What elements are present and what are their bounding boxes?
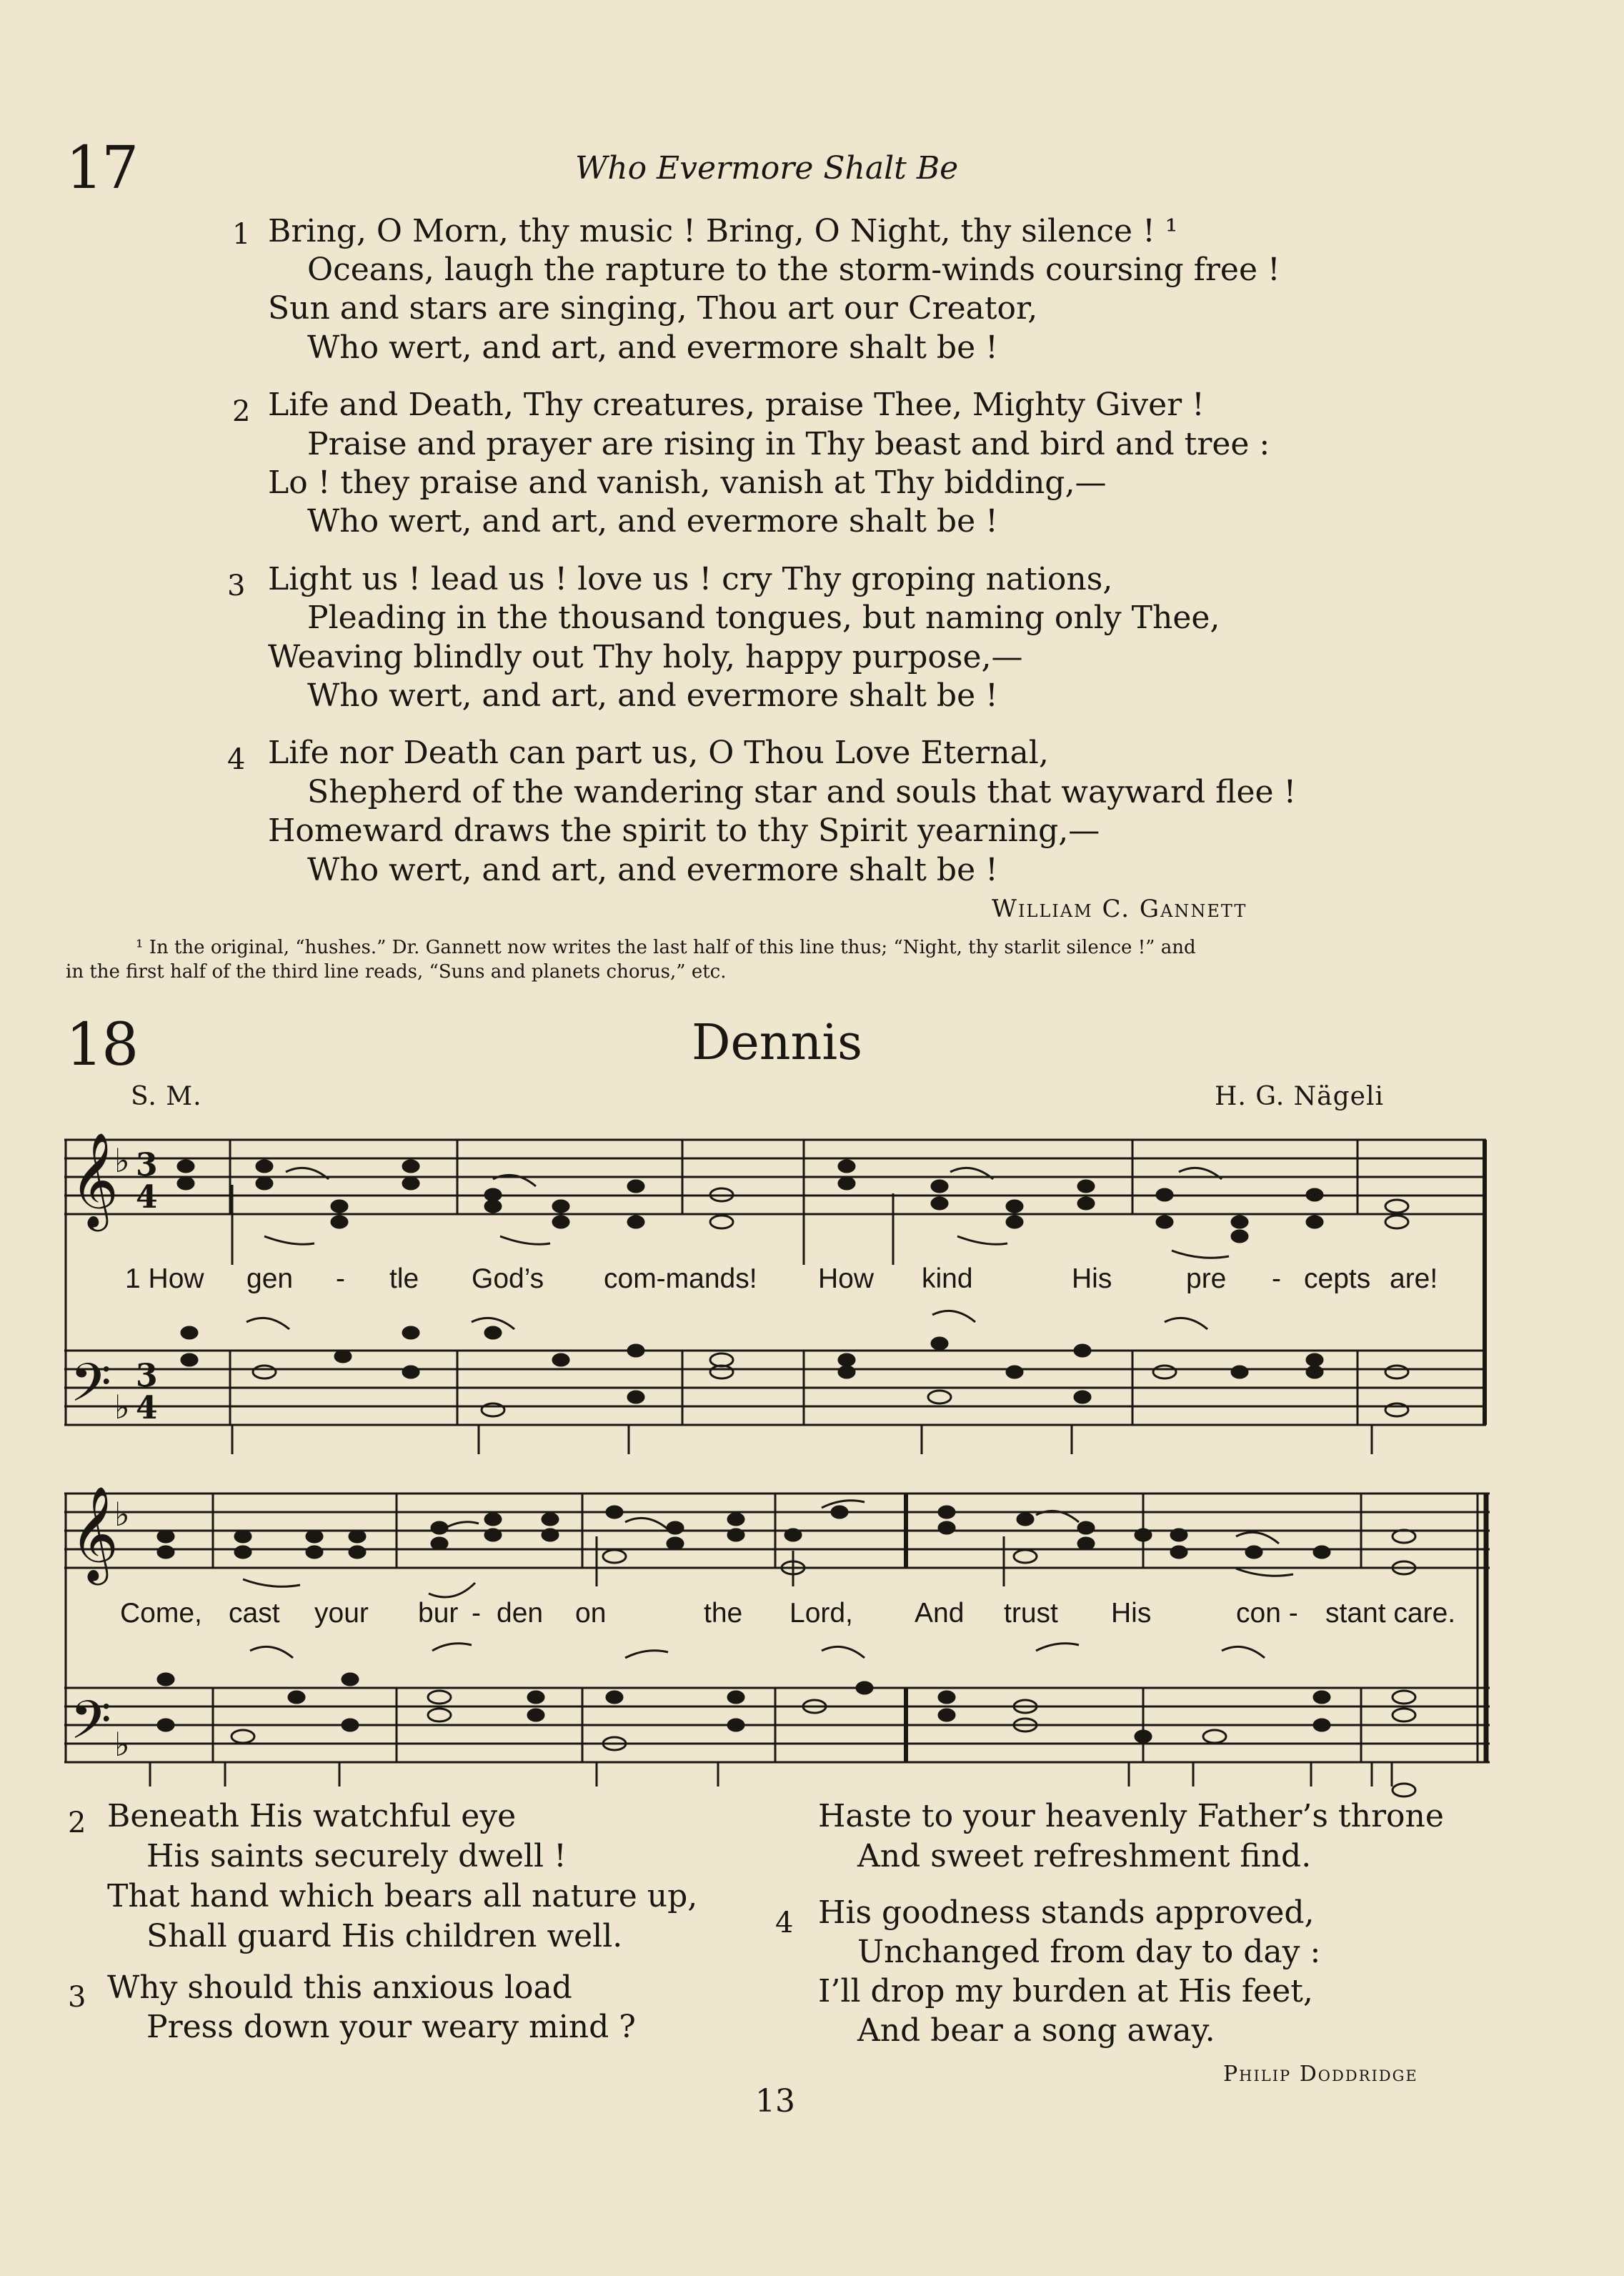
- lyric-syllable: And: [915, 1598, 965, 1629]
- verse-line: Who wert, and art, and evermore shalt be !: [307, 677, 998, 714]
- verse-number: 4: [227, 743, 246, 776]
- footnote-line: in the first half of the third line reads, “Suns and planets chorus,” etc.: [66, 961, 727, 983]
- lyric-syllable: trust: [1004, 1598, 1058, 1629]
- verse-line: Homeward draws the spirit to thy Spirit yearning,—: [268, 812, 1100, 849]
- verse-line: Shepherd of the wandering star and souls that wayward flee !: [307, 774, 1297, 810]
- flat-icon: ♭: [114, 1725, 130, 1764]
- time-signature: 3: [136, 1358, 158, 1394]
- treble-staff: [64, 1494, 1490, 1568]
- time-signature: 4: [136, 1179, 158, 1216]
- treble-clef-icon: 𝄞: [70, 1486, 119, 1581]
- verse-line: Who wert, and art, and evermore shalt be !: [307, 852, 998, 888]
- lyric-syllable: cast: [229, 1598, 280, 1629]
- tune-name: Dennis: [692, 1015, 862, 1071]
- lyric-syllable: den: [497, 1598, 544, 1629]
- lyric-syllable: bur: [418, 1598, 459, 1629]
- treble-clef-icon: 𝄞: [70, 1132, 119, 1228]
- hymn-author: Philip Doddridge: [1223, 2062, 1418, 2087]
- verse-line: That hand which bears all nature up,: [107, 1878, 698, 1914]
- treble-staff: [64, 1140, 1486, 1214]
- verse-line: Who wert, and art, and evermore shalt be !: [307, 329, 998, 366]
- hymn-number: 17: [66, 134, 138, 202]
- verse-line: Pleading in the thousand tongues, but naming only Thee,: [307, 600, 1220, 636]
- time-signature: 4: [136, 1390, 158, 1426]
- time-signature: 3: [136, 1147, 158, 1183]
- lyric-syllable: Lord,: [789, 1598, 853, 1629]
- lyric-syllable: gen: [246, 1263, 294, 1294]
- composer: H. G. Nägeli: [1215, 1082, 1384, 1111]
- verse-line: Press down your weary mind ?: [146, 2009, 636, 2045]
- verse-line: Praise and prayer are rising in Thy beast and bird and tree :: [307, 426, 1270, 462]
- hymn-number: 18: [66, 1011, 138, 1079]
- lyric-syllable: His: [1111, 1598, 1152, 1629]
- lyric-syllable: cepts: [1304, 1263, 1371, 1294]
- lyric-syllable: tle: [389, 1263, 419, 1294]
- verse-line: His goodness stands approved,: [818, 1894, 1315, 1931]
- hymn-title: Who Evermore Shalt Be: [575, 150, 959, 187]
- verse-line: And bear a song away.: [857, 2012, 1215, 2049]
- verse-line: Sun and stars are singing, Thou art our Creator,: [268, 290, 1038, 327]
- verse-number: 2: [68, 1807, 86, 1839]
- music-system-2: [0, 1465, 1624, 1822]
- hymn-author: William C. Gannett: [992, 895, 1247, 923]
- verse-line: His saints securely dwell !: [146, 1838, 567, 1874]
- verse-line: Bring, O Morn, thy music ! Bring, O Night, thy silence ! ¹: [268, 213, 1178, 249]
- verse-line: Life nor Death can part us, O Thou Love Eternal,: [268, 735, 1049, 771]
- verse-line: Weaving blindly out Thy holy, happy purpose,—: [268, 639, 1023, 675]
- music-system-1: [0, 1129, 1624, 1472]
- lyrics-1: [125, 1263, 1438, 1294]
- bass-staff: [64, 1351, 1486, 1425]
- lyric-syllable: His: [1072, 1263, 1112, 1294]
- lyric-syllable: com-mands!: [604, 1263, 757, 1294]
- bass-clef-icon: 𝄢: [70, 1689, 111, 1764]
- verse-line: Who wert, and art, and evermore shalt be !: [307, 503, 998, 540]
- verse-number: 2: [232, 395, 251, 428]
- lyric-syllable: are!: [1390, 1263, 1438, 1294]
- verse-number: 3: [227, 570, 246, 602]
- verse-line: Why should this anxious load: [107, 1969, 572, 2006]
- page-number: 13: [755, 2083, 795, 2120]
- lyric-syllable: -: [472, 1598, 481, 1629]
- lyric-syllable: con -: [1236, 1598, 1298, 1629]
- lyric-syllable: -: [336, 1263, 345, 1294]
- flat-icon: ♭: [114, 1495, 130, 1534]
- footnote-line: ¹ In the original, “hushes.” Dr. Gannett now writes the last half of this line thus; “Night, thy starlit silence !” and: [136, 937, 1196, 958]
- verse-line: Shall guard His children well.: [146, 1918, 623, 1954]
- verse-line: Haste to your heavenly Father’s throne: [818, 1798, 1444, 1834]
- lyric-syllable: kind: [922, 1263, 973, 1294]
- lyric-syllable: 1 How: [125, 1263, 204, 1294]
- lyric-syllable: the: [704, 1598, 743, 1629]
- lyric-syllable: -: [1272, 1263, 1281, 1294]
- verse-number: 3: [68, 1981, 86, 2014]
- verse-line: And sweet refreshment find.: [857, 1838, 1312, 1874]
- lyrics-2: [120, 1598, 1455, 1629]
- meter: S. M.: [131, 1082, 202, 1111]
- lyric-syllable: on: [575, 1598, 607, 1629]
- bass-clef-icon: 𝄢: [70, 1352, 111, 1427]
- flat-icon: ♭: [114, 1141, 130, 1180]
- verse-line: Unchanged from day to day :: [857, 1934, 1321, 1970]
- lyric-syllable: Come,: [120, 1598, 202, 1629]
- lyric-syllable: stant care.: [1325, 1598, 1456, 1629]
- verse-number: 4: [775, 1907, 794, 1939]
- lyric-syllable: your: [314, 1598, 369, 1629]
- verse-line: I’ll drop my burden at His feet,: [818, 1973, 1313, 2009]
- lyric-syllable: pre: [1186, 1263, 1227, 1294]
- verse-number: 1: [232, 218, 251, 251]
- verse-line: Beneath His watchful eye: [107, 1798, 517, 1834]
- lyric-syllable: How: [818, 1263, 875, 1294]
- bass-staff: [64, 1688, 1490, 1762]
- verse-line: Oceans, laugh the rapture to the storm-winds coursing free !: [307, 252, 1280, 288]
- verse-line: Light us ! lead us ! love us ! cry Thy groping nations,: [268, 561, 1113, 597]
- lyric-syllable: God’s: [472, 1263, 544, 1294]
- stems-and-slurs: [232, 1168, 1372, 1454]
- verse-line: Lo ! they praise and vanish, vanish at Thy bidding,—: [268, 464, 1107, 501]
- flat-icon: ♭: [114, 1388, 130, 1426]
- verse-line: Life and Death, Thy creatures, praise Thee, Mighty Giver !: [268, 387, 1205, 423]
